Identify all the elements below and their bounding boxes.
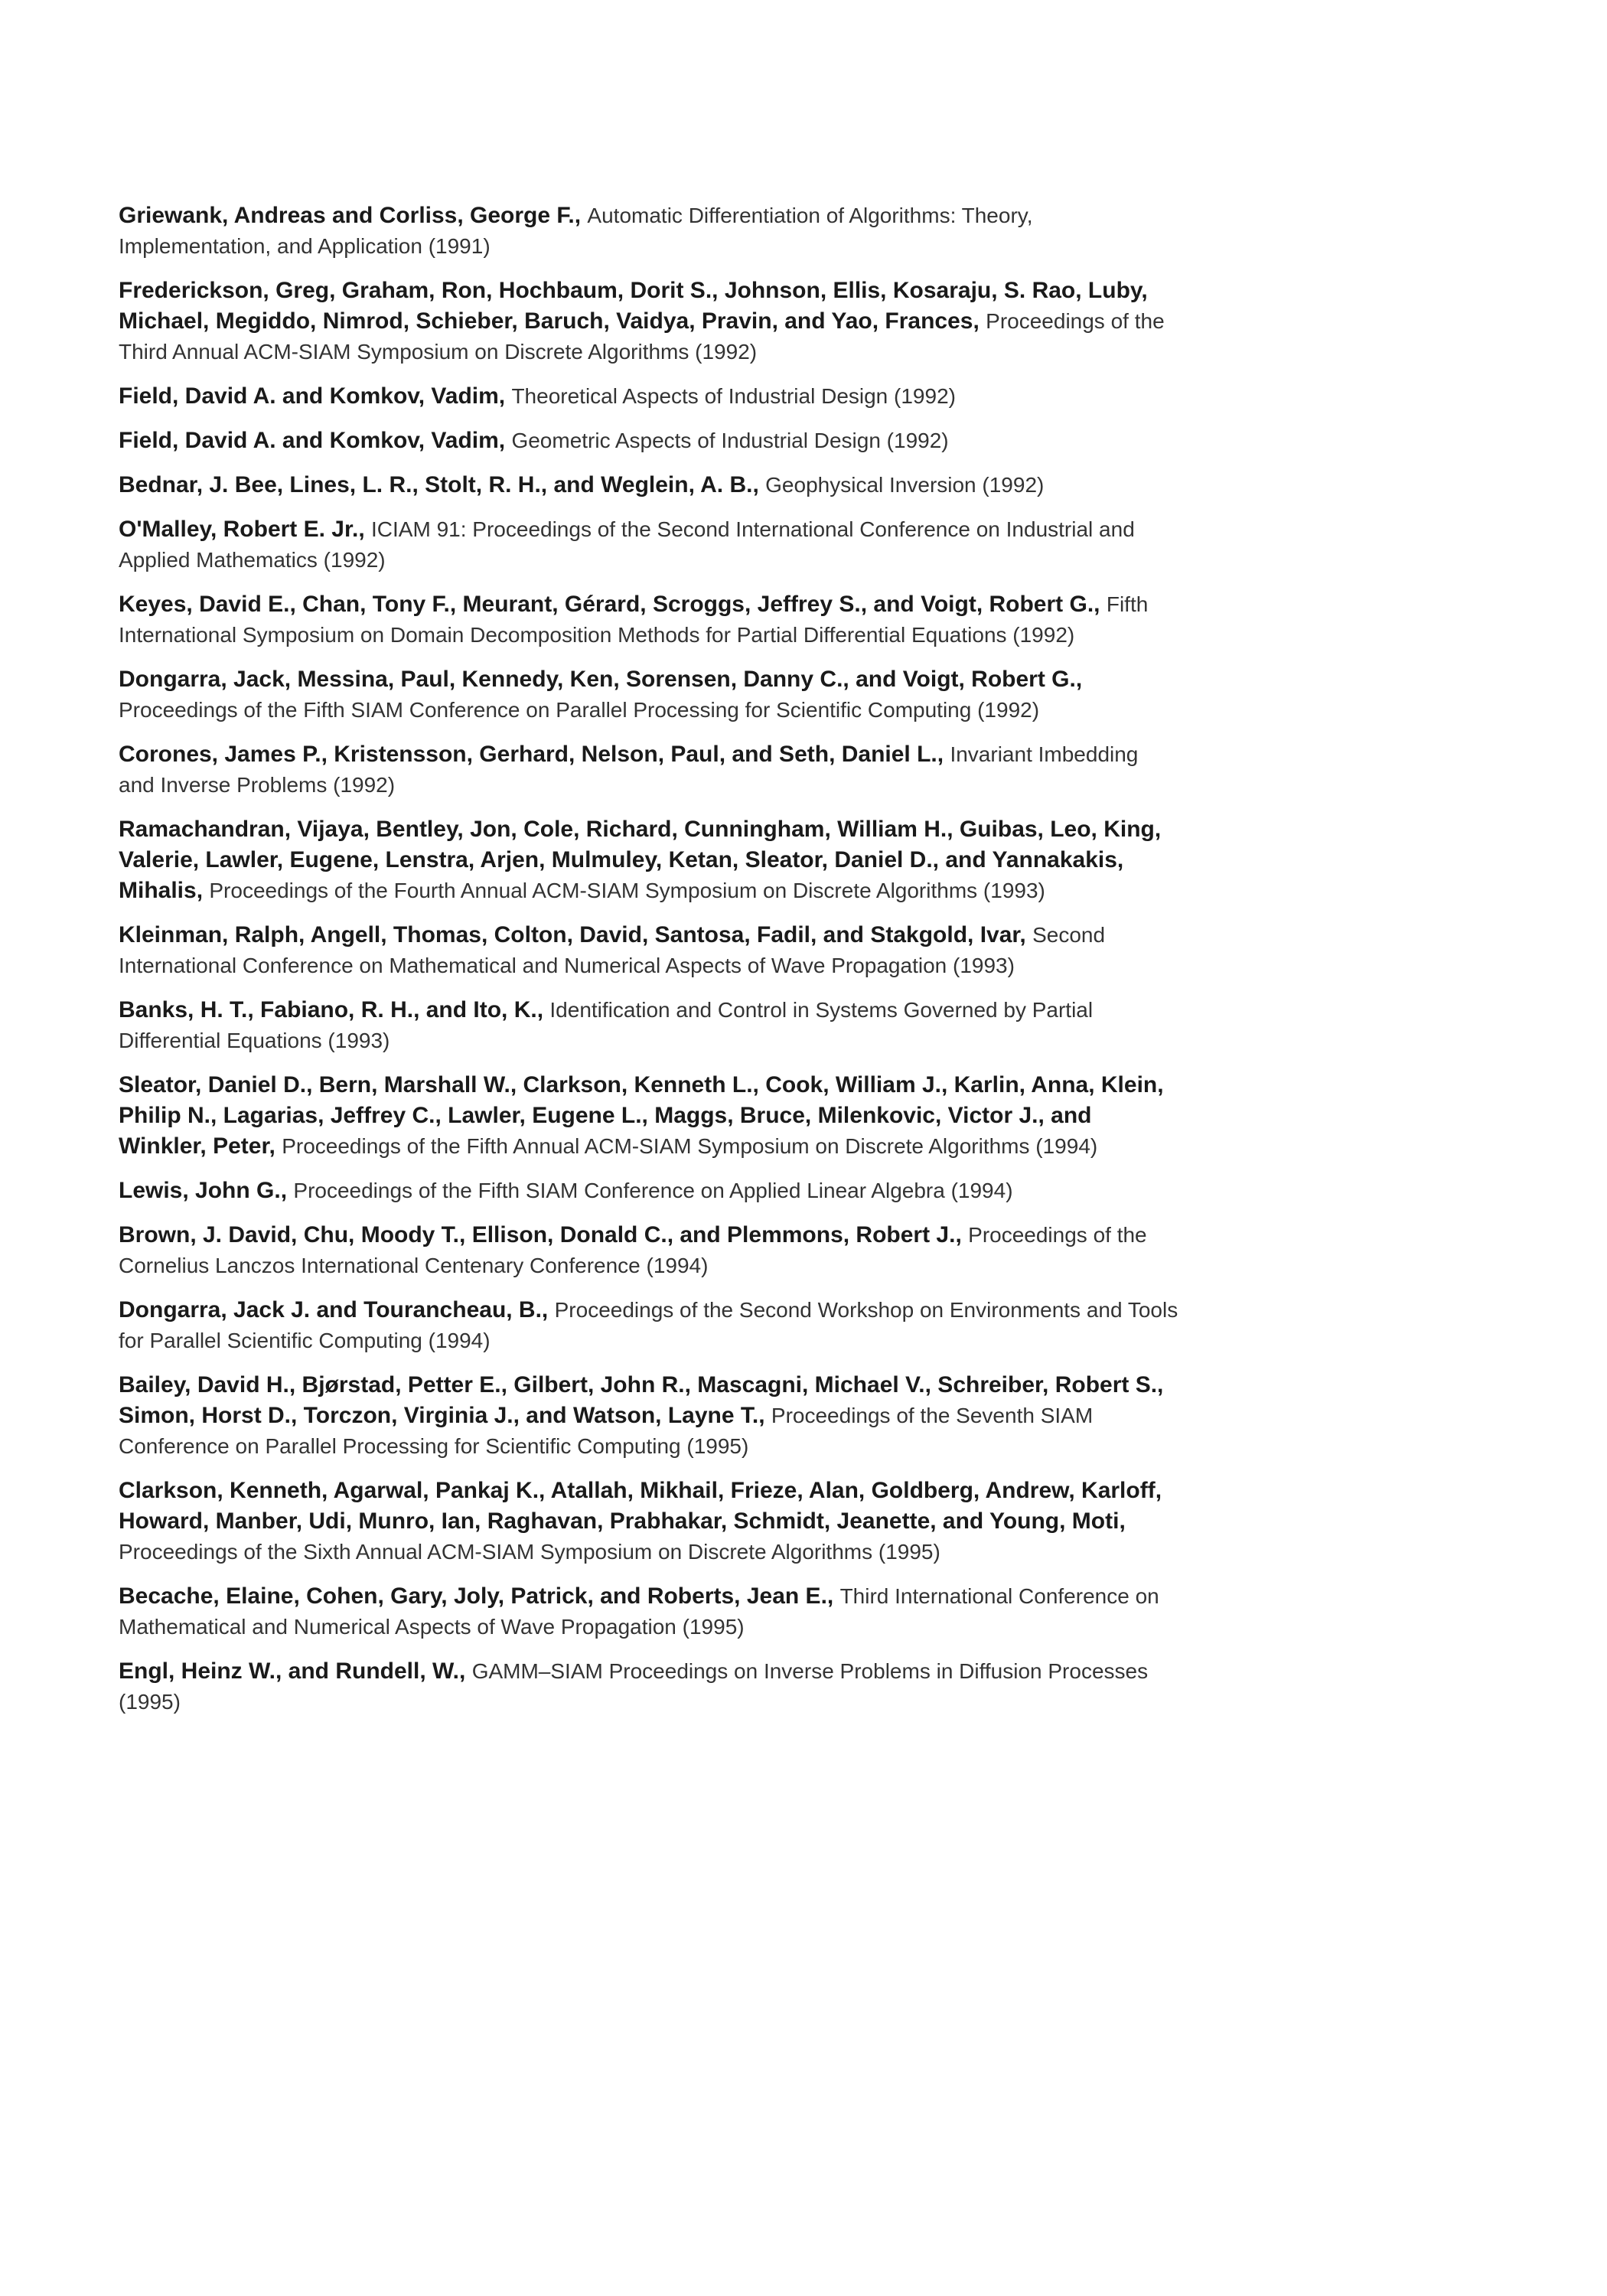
entry-title: Geophysical Inversion (1992) — [765, 473, 1045, 497]
entry-authors: Corones, James P., Kristensson, Gerhard, Nelson, Paul, and Seth, Daniel L., — [119, 742, 944, 767]
entry-authors: Bailey, David H., Bjørstad, Petter E., Gilbert, John R., Mascagni, Michael V., Schreiber, Robert S., Simon, Horst D., Torczon, Virginia J., and Watson, Layne T., — [119, 1372, 1164, 1428]
entry-title: ICIAM 91: Proceedings of the Second International Conference on Industrial and Applied Mathematics (1992) — [119, 517, 1135, 572]
reference-entry — [119, 1581, 1178, 1642]
entry-title: Proceedings of the Fifth Annual ACM-SIAM Symposium on Discrete Algorithms (1994) — [282, 1134, 1098, 1158]
reference-entry — [119, 514, 1178, 576]
entry-authors: Lewis, John G., — [119, 1178, 288, 1203]
entry-authors: Sleator, Daniel D., Bern, Marshall W., Clarkson, Kenneth L., Cook, William J., Karlin, Anna, Klein, Philip N., Lagarias, Jeffrey C., Lawler, Eugene L., Maggs, Bruce, Milenkovic, Victor J., and Winkler, Peter, — [119, 1072, 1164, 1159]
entry-title: Proceedings of the Sixth Annual ACM-SIAM Symposium on Discrete Algorithms (1995) — [119, 1540, 940, 1564]
reference-entry — [119, 470, 1178, 501]
entry-title: GAMM–SIAM Proceedings on Inverse Problems in Diffusion Processes (1995) — [119, 1659, 1149, 1714]
entry-authors: Frederickson, Greg, Graham, Ron, Hochbaum, Dorit S., Johnson, Ellis, Kosaraju, S. Rao, Luby, Michael, Megiddo, Nimrod, Schieber, Baruch, Vaidya, Pravin, and Yao, Frances, — [119, 278, 1148, 334]
entry-authors: Becache, Elaine, Cohen, Gary, Joly, Patrick, and Roberts, Jean E., — [119, 1583, 834, 1609]
entry-authors: Clarkson, Kenneth, Agarwal, Pankaj K., Atallah, Mikhail, Frieze, Alan, Goldberg, Andrew, Karloff, Howard, Manber, Udi, Munro, Ian, Raghavan, Prabhakar, Schmidt, Jeanette, and Young, Moti, — [119, 1478, 1162, 1534]
entry-title: Second International Conference on Mathematical and Numerical Aspects of Wave Propagation (1993) — [119, 923, 1106, 977]
reference-entry — [119, 1656, 1178, 1717]
reference-entry — [119, 1070, 1178, 1162]
entry-authors: O'Malley, Robert E. Jr., — [119, 517, 365, 542]
entry-authors: Banks, H. T., Fabiano, R. H., and Ito, K., — [119, 997, 544, 1022]
entry-title: Identification and Control in Systems Governed by Partial Differential Equations (1993) — [119, 998, 1094, 1052]
reference-entry — [119, 1176, 1178, 1206]
entry-title: Automatic Differentiation of Algorithms: Theory, Implementation, and Application (1991) — [119, 204, 1033, 258]
entry-title: Third International Conference on Mathematical and Numerical Aspects of Wave Propagation (1995) — [119, 1584, 1159, 1639]
entry-title: Proceedings of the Fifth SIAM Conference on Applied Linear Algebra (1994) — [293, 1179, 1013, 1202]
entry-title: Proceedings of the Fourth Annual ACM-SIAM Symposium on Discrete Algorithms (1993) — [209, 879, 1045, 902]
reference-entry — [119, 589, 1178, 651]
entry-authors: Griewank, Andreas and Corliss, George F., — [119, 203, 582, 228]
entry-authors: Dongarra, Jack J. and Tourancheau, B., — [119, 1297, 549, 1322]
entry-authors: Brown, J. David, Chu, Moody T., Ellison, Donald C., and Plemmons, Robert J., — [119, 1222, 962, 1247]
reference-entry — [119, 739, 1178, 801]
entry-title: Fifth International Symposium on Domain Decomposition Methods for Partial Differential Equations (1992) — [119, 592, 1149, 647]
reference-entry — [119, 664, 1178, 726]
entry-authors: Dongarra, Jack, Messina, Paul, Kennedy, Ken, Sorensen, Danny C., and Voigt, Robert G., — [119, 667, 1083, 692]
reference-entry — [119, 814, 1178, 906]
entry-authors: Bednar, J. Bee, Lines, L. R., Stolt, R. H., and Weglein, A. B., — [119, 472, 759, 497]
entry-authors: Ramachandran, Vijaya, Bentley, Jon, Cole, Richard, Cunningham, William H., Guibas, Leo, King, Valerie, Lawler, Eugene, Lenstra, Arjen, Mulmuley, Ketan, Sleator, Daniel D., and Yannakakis, Mihalis, — [119, 817, 1162, 903]
entry-title: Proceedings of the Third Annual ACM-SIAM Symposium on Discrete Algorithms (1992) — [119, 309, 1165, 364]
entry-title: Geometric Aspects of Industrial Design (1992) — [511, 429, 949, 452]
reference-entry — [119, 1295, 1178, 1356]
reference-entry — [119, 1476, 1178, 1567]
entry-authors: Kleinman, Ralph, Angell, Thomas, Colton, David, Santosa, Fadil, and Stakgold, Ivar, — [119, 922, 1026, 947]
entry-title: Proceedings of the Seventh SIAM Conference on Parallel Processing for Scientific Computing (1995) — [119, 1404, 1094, 1458]
reference-entry — [119, 995, 1178, 1056]
entry-title: Proceedings of the Cornelius Lanczos International Centenary Conference (1994) — [119, 1223, 1147, 1277]
entry-title: Proceedings of the Fifth SIAM Conference on Parallel Processing for Scientific Computing (1992) — [119, 698, 1040, 722]
entry-authors: Field, David A. and Komkov, Vadim, — [119, 383, 506, 409]
entry-authors: Keyes, David E., Chan, Tony F., Meurant, Gérard, Scroggs, Jeffrey S., and Voigt, Robert G., — [119, 592, 1100, 617]
reference-entry — [119, 201, 1178, 262]
reference-entry — [119, 276, 1178, 367]
reference-entry — [119, 381, 1178, 412]
reference-entry — [119, 1220, 1178, 1281]
reference-entry — [119, 1370, 1178, 1462]
entry-authors: Engl, Heinz W., and Rundell, W., — [119, 1658, 466, 1684]
reference-entry — [119, 920, 1178, 981]
reference-list — [119, 201, 1178, 1731]
entry-title: Theoretical Aspects of Industrial Design (1992) — [511, 384, 956, 408]
reference-entry — [119, 426, 1178, 456]
entry-title: Proceedings of the Second Workshop on Environments and Tools for Parallel Scientific Computing (1994) — [119, 1298, 1178, 1352]
entry-title: Invariant Imbedding and Inverse Problems (1992) — [119, 742, 1139, 797]
entry-authors: Field, David A. and Komkov, Vadim, — [119, 428, 506, 453]
